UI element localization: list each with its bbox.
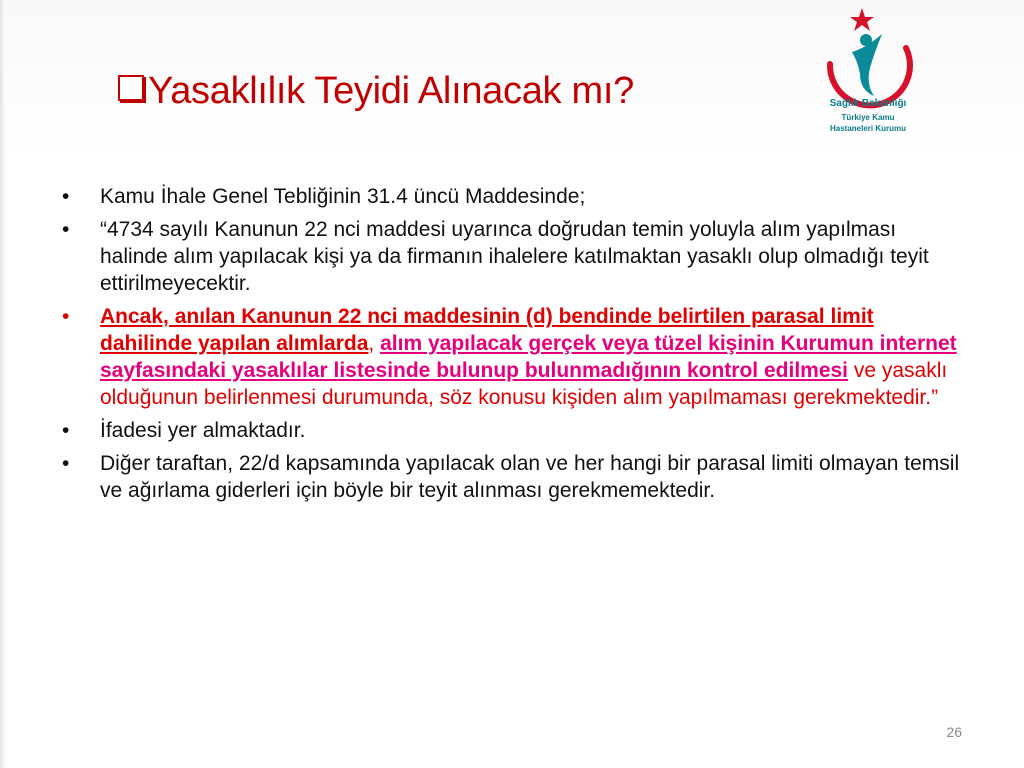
bullet-text-rest: ve yasaklı olduğunun belirlenmesi durumunda, söz konusu kişiden alım yapılmaması gerekmektedir.” [100,359,948,409]
bullet-text: “4734 sayılı Kanunun 22 nci maddesi uyarınca doğrudan temin yoluyla alım yapılması halinde alım yapılacak kişi ya da firmanın ihalelere katılmaktan yasaklı olup olmadığı teyit ettirilmeyecektir. [100,218,929,295]
logo-line-2: Türkiye Kamu [841,113,895,122]
bullet-symbol: • [62,452,70,475]
logo-line-3: Hastaneleri Kurumu [829,124,907,133]
emphasis-red-underlined: Ancak, anılan Kanunun 22 nci maddesinin (d) bendinde belirtilen parasal limit dahilinde yapılan alımlarda [100,305,874,355]
ministry-logo [808,4,928,144]
bullet-symbol: • [62,218,70,241]
bullet-list [62,183,962,510]
bullet-item [62,183,962,210]
logo-line-1: Sağlık Bakanlığı [829,98,907,109]
bullet-symbol: • [62,305,70,328]
bullet-text: Diğer taraftan, 22/d kapsamında yapılacak olan ve her hangi bir parasal limiti olmayan temsil ve ağırlama giderleri için böyle bir teyit alınması gerekmemektedir. [100,452,960,502]
bullet-item-highlighted [62,303,962,411]
bullet-text: Kamu İhale Genel Tebliğinin 31.4 üncü Maddesinde; [100,185,586,208]
page-number: 26 [946,724,962,740]
bullet-item [62,450,962,504]
bullet-symbol: • [62,185,70,208]
bullet-text [100,303,962,411]
bullet-item [62,216,962,297]
slide-edge-shadow [0,0,6,768]
star-icon [850,8,874,31]
bullet-text: İfadesi yer almaktadır. [100,419,306,442]
emphasis-magenta-underlined: alım yapılacak gerçek veya tüzel kişinin Kurumun internet sayfasındaki yasaklılar listesinde bulunup bulunmadığının kontrol edilmesi [100,332,957,382]
slide-title-text: Yasaklılık Teyidi Alınacak mı? [148,70,634,112]
bullet-symbol: • [62,419,70,442]
bullet-item [62,417,962,444]
comma: , [368,332,375,355]
checkbox-bullet-icon [118,75,144,101]
slide-title [118,70,634,113]
